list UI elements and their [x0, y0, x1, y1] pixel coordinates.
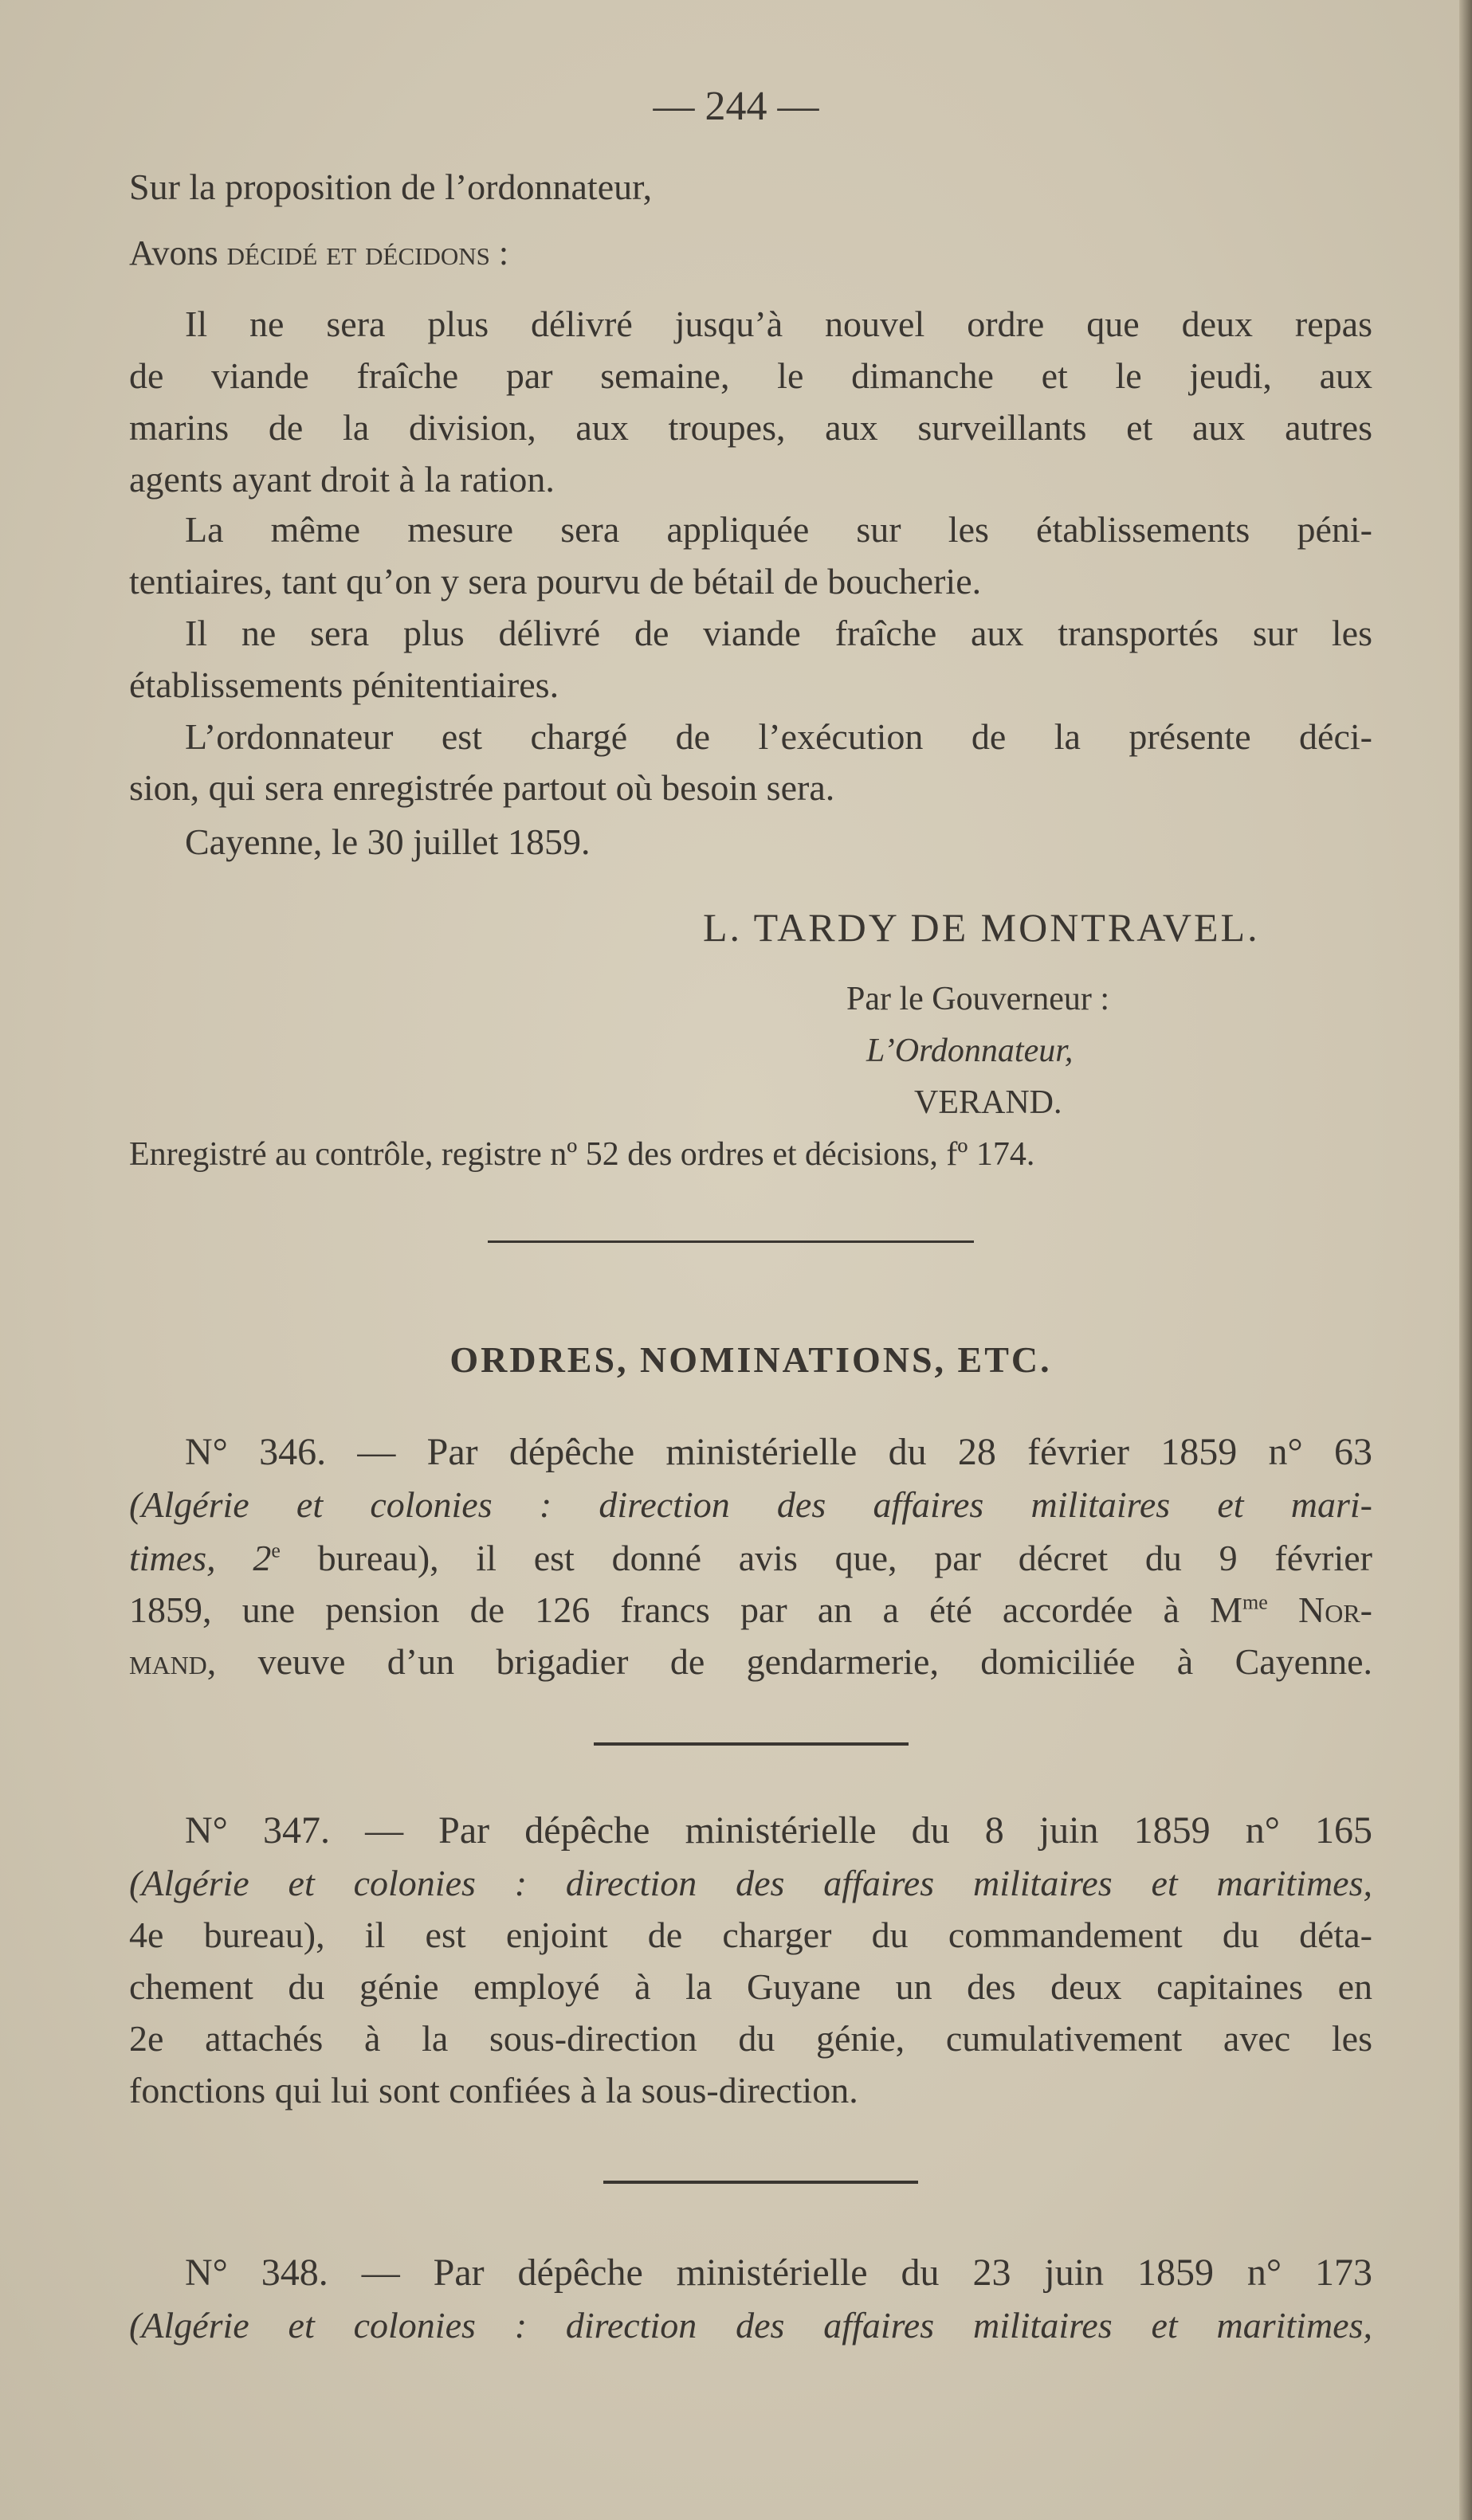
- avons-word: Avons: [129, 233, 218, 272]
- decision-line: L’ordonnateur est chargé de l’exécution de la présente déci-: [185, 716, 1372, 757]
- separator-rule: [488, 1240, 974, 1243]
- decision-line: La même mesure sera appliquée sur les établissements péni-: [185, 509, 1372, 550]
- ordonnateur-name: VERAND.: [914, 1084, 1062, 1121]
- decision-line: de viande fraîche par semaine, le dimanche et le jeudi, aux: [129, 355, 1372, 396]
- section-heading: ORDRES, NOMINATIONS, ETC.: [449, 1339, 1052, 1380]
- entry-347-line: N° 347. — Par dépêche ministérielle du 8 juin 1859 n° 165: [185, 1809, 1372, 1852]
- separator-rule: [603, 2181, 918, 2184]
- separator-rule: [594, 1742, 909, 1746]
- entry-347-line: 4e bureau), il est enjoint de charger du commandement du déta-: [129, 1914, 1372, 1955]
- decide-words: décidé et décidons :: [218, 233, 509, 272]
- entry-347-line: 2e attachés à la sous-direction du génie, cumulativement avec les: [129, 2018, 1372, 2059]
- decision-line: sion, qui sera enregistrée partout où besoin sera.: [129, 767, 835, 808]
- entry-346-line: N° 346. — Par dépêche ministérielle du 28 février 1859 n° 63: [185, 1431, 1372, 1473]
- entry-347-line: fonctions qui lui sont confiées à la sous-direction.: [129, 2070, 858, 2110]
- page-number: — 244 —: [653, 84, 819, 129]
- decision-line: établissements pénitentiaires.: [129, 664, 559, 705]
- decision-proposal: Sur la proposition de l’ordonnateur,: [129, 167, 653, 207]
- decision-line: Il ne sera plus délivré jusqu’à nouvel ordre que deux repas: [185, 304, 1372, 344]
- registration-note: Enregistré au contrôle, registre nº 52 des ordres et décisions, fº 174.: [129, 1136, 1035, 1173]
- page-edge: [1459, 0, 1472, 2520]
- par-le-gouverneur: Par le Gouverneur :: [846, 981, 1110, 1017]
- entry-346-line: times, 2e bureau), il est donné avis que, par décret du 9 février: [129, 1538, 1372, 1578]
- entry-348-line: (Algérie et colonies : direction des affaires militaires et maritimes,: [129, 2305, 1372, 2346]
- ordonnateur-title: L’Ordonnateur,: [866, 1033, 1074, 1069]
- signatory-name: L. TARDY DE MONTRAVEL.: [703, 905, 1260, 950]
- entry-346-line: (Algérie et colonies : direction des affaires militaires et mari-: [129, 1484, 1372, 1525]
- decision-line: Il ne sera plus délivré de viande fraîche aux transportés sur les: [185, 613, 1372, 653]
- decision-line: marins de la division, aux troupes, aux surveillants et aux autres: [129, 407, 1372, 448]
- entry-347-line: chement du génie employé à la Guyane un des deux capitaines en: [129, 1966, 1372, 2007]
- entry-346-line: mand, veuve d’un brigadier de gendarmerie, domiciliée à Cayenne.: [129, 1641, 1372, 1682]
- entry-346-line: 1859, une pension de 126 francs par an a été accordée à $M^{me}$ Nor-: [129, 1589, 1372, 1630]
- decision-line: tentiaires, tant qu’on y sera pourvu de bétail de boucherie.: [129, 561, 982, 602]
- entry-348-line: N° 348. — Par dépêche ministérielle du 23 juin 1859 n° 173: [185, 2252, 1372, 2294]
- decision-formula: [129, 233, 1372, 273]
- entry-347-line: (Algérie et colonies : direction des affaires militaires et maritimes,: [129, 1863, 1372, 1903]
- decision-line: agents ayant droit à la ration.: [129, 459, 555, 500]
- decision-date: Cayenne, le 30 juillet 1859.: [185, 821, 591, 862]
